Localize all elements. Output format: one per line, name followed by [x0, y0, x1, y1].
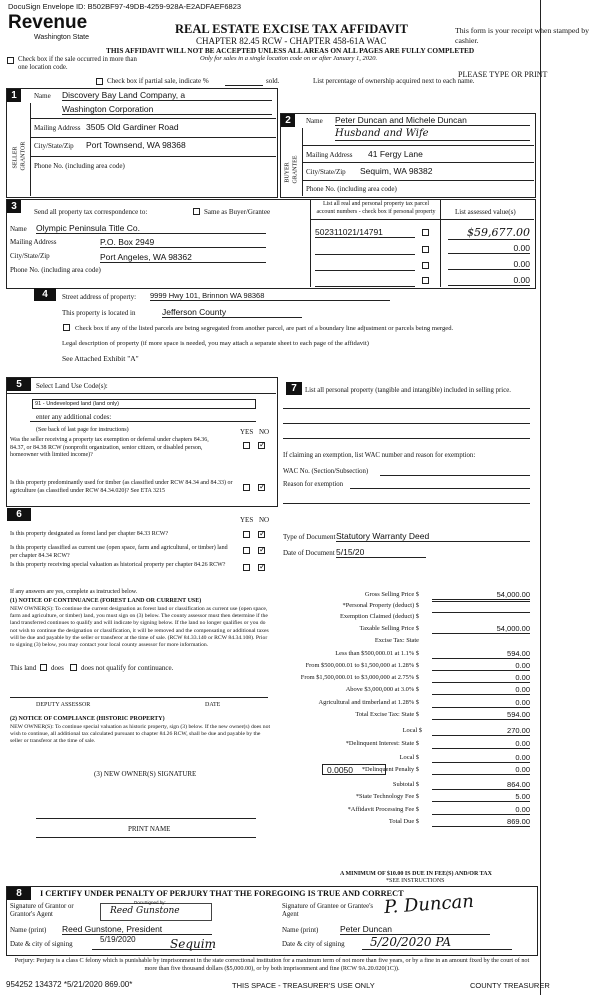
perjury-notice: Perjury: Perjury is a class C felony which is punishable by imprisonment in the state correctional institution for a maximum term of not more than five years, or by a fine in an amount fixed by the court of not more than five thousand dollars ($5,000.00), or by both imprisonment and fine (RCW 9A.20.020(1C)). — [14, 957, 530, 972]
land-use-select-label: Select Land Use Code(s): — [36, 382, 108, 390]
tax-row-label: Less than $500,000.01 at 1.1% $ — [335, 650, 419, 657]
page-fold-line — [540, 0, 541, 995]
street-label: Street address of property: — [62, 293, 137, 301]
grantor-city[interactable]: Sequim — [170, 937, 216, 951]
exhibit-note: See Attached Exhibit "A" — [62, 354, 139, 363]
assessed-value-1[interactable]: $59,677.00 — [448, 226, 530, 240]
tax-row-value[interactable]: 270.00 — [432, 726, 530, 736]
tax-row-label: Agricultural and timberland at 1.28% $ — [318, 699, 419, 706]
tax-row-value[interactable]: 0.00 — [432, 685, 530, 695]
land-use-no-label: NO — [259, 428, 270, 436]
tax-row-value[interactable] — [432, 612, 530, 613]
corr-name-label: Name — [10, 225, 27, 233]
grantee-date[interactable]: 5/20/2020 PA — [370, 935, 451, 949]
deputy-assessor-label: DEPUTY ASSESSOR — [36, 702, 91, 708]
forest-q2-yes-checkbox[interactable] — [243, 547, 250, 554]
envelope-id: DocuSign Envelope ID: B502BF97-49DB-4259-928A-E2ADFAEF6823 — [8, 2, 242, 11]
grantee-name-label: Name (print) — [282, 926, 319, 934]
tax-row-label: Excise Tax: State — [374, 637, 419, 644]
doc-date[interactable]: 5/15/20 — [336, 547, 426, 558]
located-label: This property is located in — [62, 309, 136, 317]
compliance-title: (2) NOTICE OF COMPLIANCE (HISTORIC PROPERTY) — [10, 716, 165, 722]
send-correspondence-label: Send all property tax correspondence to: — [34, 208, 148, 216]
seller-address[interactable]: 3505 Old Gardiner Road — [86, 122, 179, 132]
forest-q3: Is this property receiving special valuation as historical property per chapter 84.26 RCW? — [10, 562, 226, 568]
seller-name-line1[interactable]: Discovery Bay Land Company, a — [62, 90, 272, 101]
tax-row-label: Local $ — [402, 727, 422, 734]
grantor-signature[interactable]: Reed Gunstone — [110, 906, 180, 916]
corr-address[interactable]: P.O. Box 2949 — [100, 237, 266, 248]
continuance-title: (1) NOTICE OF CONTINUANCE (FOREST LAND OR CURRENT USE) — [10, 598, 202, 604]
tax-row-label: Above $3,000,000 at 3.0% $ — [345, 686, 419, 693]
buyer-city[interactable]: Sequim, WA 98382 — [360, 166, 433, 176]
forest-q1: Is this property designated as forest land per chapter 84.33 RCW? — [10, 531, 169, 537]
form-warning: THIS AFFIDAVIT WILL NOT BE ACCEPTED UNLESS ALL AREAS ON ALL PAGES ARE FULLY COMPLETED — [106, 46, 475, 55]
tax-row-label: Subtotal $ — [392, 781, 419, 788]
tax-row-value[interactable]: 594.00 — [432, 649, 530, 659]
local-rate-input[interactable]: 0.0050 — [322, 764, 386, 775]
tax-row-label: Total Excise Tax: State $ — [355, 711, 419, 718]
buyer-name-line2[interactable]: Husband and Wife — [335, 128, 530, 141]
assessed-value-4[interactable]: 0.00 — [448, 275, 530, 286]
tax-row-label: *Personal Property (deduct) $ — [342, 602, 419, 609]
corr-city-label: City/State/Zip — [10, 252, 50, 260]
doc-type-label: Type of Document — [283, 533, 336, 541]
partial-sale-label: Check box if partial sale, indicate % — [107, 77, 209, 85]
grantor-sig-label: Signature of Grantor or Grantor's Agent — [10, 903, 74, 918]
tax-row-label: From $500,000.01 to $1,500,000 at 1.28% $ — [305, 662, 419, 669]
buyer-address-label: Mailing Address — [306, 151, 353, 159]
forest-q3-yes-checkbox[interactable] — [243, 564, 250, 571]
tax-row-value[interactable]: 0.00 — [432, 739, 530, 749]
forest-q2: Is this property classified as current use (open space, farm and agricultural, or timber) land per chapter 84.34 RCW? — [10, 545, 228, 559]
tax-row-label: *Delinquent Interest: State $ — [345, 740, 419, 747]
tax-row-value[interactable]: 594.00 — [432, 710, 530, 720]
tax-row-value[interactable]: 54,000.00 — [432, 624, 530, 634]
section-8-badge: 8 — [7, 887, 31, 900]
certify-text: I CERTIFY UNDER PENALTY OF PERJURY THAT THE FOREGOING IS TRUE AND CORRECT — [40, 889, 404, 898]
forest-no-label: NO — [259, 516, 270, 524]
personal-property-checkbox-1[interactable] — [422, 229, 429, 236]
tax-row-label: Taxable Selling Price $ — [359, 625, 419, 632]
forest-q1-no-checkbox[interactable] — [258, 531, 265, 538]
q1-no-checkbox[interactable] — [258, 442, 265, 449]
forest-yes-label: YES — [240, 516, 254, 524]
partial-sale-line — [225, 85, 263, 86]
tax-row-label: Gross Selling Price $ — [364, 591, 419, 598]
sales-note: Only for sales in a single location code on or after January 1, 2020. — [200, 55, 378, 62]
segregated-checkbox[interactable] — [63, 324, 70, 331]
tax-row-value[interactable]: 0.00 — [432, 698, 530, 708]
grantee-name[interactable]: Peter Duncan — [340, 924, 490, 935]
if-yes-note: If any answers are yes, complete as instructed below. — [10, 589, 138, 595]
corr-phone-label: Phone No. (including area code) — [10, 266, 101, 274]
multi-location-label: Check box if the sale occurred in more than one location code. — [18, 56, 137, 71]
continuance-text: NEW OWNER(S): To continue the current designation as forest land or classification as current use (open space, farm and agriculture, or timber) land, you must sign on (3) below. The county assessor must then determine if the land transferred continues to qualify and will indicate by signing below. If the land no longer qualifies or you do not wish to continue the designation or classification, it will be removed and the compensating or additional taxes will be due and payable by the seller or transferor at the time of sale. (RCW 84.33.140 or RCW 84.34.108). Prior to signing (3) below, you may contact your local county assessor for more information. — [10, 606, 269, 649]
treasurer-use: THIS SPACE - TREASURER'S USE ONLY — [232, 981, 375, 990]
does-qualify-checkbox[interactable] — [40, 664, 47, 671]
same-as-buyer-checkbox[interactable] — [193, 208, 200, 215]
form-chapter: CHAPTER 82.45 RCW - CHAPTER 458-61A WAC — [196, 36, 387, 46]
forest-q2-no-checkbox[interactable] — [258, 547, 265, 554]
minimum-note: A MINIMUM OF $10.00 IS DUE IN FEE(S) AND/OR TAX — [340, 871, 492, 877]
doc-date-label: Date of Document — [283, 549, 335, 557]
sold-label: sold. — [266, 77, 280, 85]
grantee-sig-label: Signature of Grantee or Grantee's Agent — [282, 903, 374, 918]
grantor-name[interactable]: Reed Gunstone, President — [62, 924, 212, 935]
personal-property-label: List all personal property (tangible and intangible) included in selling price. — [305, 387, 511, 394]
personal-property-checkbox-3[interactable] — [422, 262, 429, 269]
section-7-badge: 7 — [286, 382, 302, 395]
section-2-badge: 2 — [281, 114, 295, 127]
type-or-print: PLEASE TYPE OR PRINT — [458, 70, 548, 79]
tax-row-value[interactable]: 0.00 — [432, 661, 530, 671]
does-label: does — [51, 664, 64, 672]
buyer-side-label: BUYER GRANTEE — [284, 155, 298, 184]
tax-row-label: *Delinquent Penalty $ — [361, 766, 419, 773]
personal-property-checkbox-4[interactable] — [422, 277, 429, 284]
land-use-code-select[interactable]: 91 - Undeveloped land (land only) — [32, 399, 256, 409]
same-as-buyer-label: Same as Buyer/Grantee — [204, 208, 271, 216]
reason-label: Reason for exemption — [283, 481, 344, 488]
owner-signature-label: (3) NEW OWNER(S) SIGNATURE — [94, 770, 197, 778]
grantor-date[interactable]: 5/19/2020 — [100, 935, 136, 944]
tax-row-value[interactable]: 869.00 — [432, 817, 530, 827]
agency-logo: Revenue — [8, 12, 88, 33]
section-1-badge: 1 — [7, 89, 21, 102]
legal-label: Legal description of property (if more space is needed, you may attach a separate sheet to each page of the affidavit) — [62, 340, 369, 347]
corr-name[interactable]: Olympic Peninsula Title Co. — [36, 223, 266, 234]
grantor-name-label: Name (print) — [10, 926, 47, 934]
assessed-value-2[interactable]: 0.00 — [448, 243, 530, 254]
buyer-city-label: City/State/Zip — [306, 168, 346, 176]
forest-q1-yes-checkbox[interactable] — [243, 531, 250, 538]
wac-label: WAC No. (Section/Subsection) — [283, 468, 369, 475]
additional-codes-label: enter any additional codes: — [36, 413, 112, 421]
parcel-number[interactable]: 502311021/14791 — [315, 227, 415, 238]
exemption-label: If claiming an exemption, list WAC number and reason for exemption: — [283, 452, 476, 459]
seller-city[interactable]: Port Townsend, WA 98368 — [86, 140, 186, 150]
seller-side-label: SELLER GRANTOR — [12, 141, 26, 171]
assessed-value-3[interactable]: 0.00 — [448, 259, 530, 270]
q2-no-checkbox[interactable] — [258, 484, 265, 491]
print-name-label: PRINT NAME — [128, 825, 171, 833]
land-use-q1: Was the seller receiving a property tax exemption or deferral under chapters 84.36, 84.37, or 84.38 RCW (nonprofit organization, senior citizen, or disabled person, homeowner with limited income)? — [10, 437, 209, 458]
section-5-badge: 5 — [7, 378, 31, 391]
forest-q3-no-checkbox[interactable] — [258, 564, 265, 571]
assessor-date-label: DATE — [205, 702, 221, 708]
tax-row-value[interactable]: 864.00 — [432, 780, 530, 790]
corr-address-label: Mailing Address — [10, 238, 57, 246]
partial-sale-checkbox[interactable] — [96, 78, 103, 85]
tax-row-value[interactable]: 54,000.00 — [432, 590, 530, 600]
tax-row-label: *Affidavit Processing Fee $ — [347, 806, 419, 813]
seller-address-label: Mailing Address — [34, 124, 81, 132]
tax-row-value[interactable] — [432, 601, 530, 602]
ownership-note: List percentage of ownership acquired next to each name. — [313, 77, 475, 85]
tax-row-value[interactable]: 0.00 — [432, 753, 530, 763]
county-treasurer: COUNTY TREASURER — [470, 981, 550, 990]
see-instructions-note: *SEE INSTRUCTIONS — [386, 878, 445, 884]
tax-row-value[interactable]: 0.00 — [432, 673, 530, 683]
compliance-text: NEW OWNER(S): To continue special valuation as historic property, sign (3) below. If the new owner(s) does not wish to continue, all additional tax calculated pursuant to chapter 84.26 RCW, shall be due and payable by the seller or transferor at the time of sale. — [10, 724, 271, 745]
section-6-badge: 6 — [7, 508, 31, 521]
doc-type[interactable]: Statutory Warranty Deed — [336, 531, 530, 542]
section-3-badge: 3 — [7, 200, 21, 213]
land-use-q2: Is this property predominantly used for timber (as classified under RCW 84.34 and 84.33) or agriculture (as classified under RCW 84.34.020)? See ETA 3215 — [10, 480, 233, 494]
seller-city-label: City/State/Zip — [34, 142, 74, 150]
land-use-yes-label: YES — [240, 428, 254, 436]
tax-row-value[interactable]: 0.00 — [432, 805, 530, 815]
tax-row-value[interactable]: 0.00 — [432, 765, 530, 775]
assessed-value-header: List assessed value(s) — [455, 208, 516, 216]
tax-row-label: From $1,500,000.01 to $3,000,000 at 2.75% $ — [300, 674, 419, 681]
receipt-stamp: 954252 134372 *5/21/2020 869.00* — [6, 980, 133, 989]
see-back-note: (See back of last page for instructions) — [36, 427, 129, 433]
buyer-name-line1[interactable]: Peter Duncan and Michele Duncan — [335, 115, 530, 126]
multi-location-checkbox[interactable] — [7, 57, 14, 64]
corr-city[interactable]: Port Angeles, WA 98362 — [100, 252, 266, 263]
grantee-signature[interactable]: P. Duncan — [383, 890, 475, 919]
buyer-address[interactable]: 41 Fergy Lane — [368, 149, 423, 159]
tax-row-label: Local $ — [399, 754, 419, 761]
q2-yes-checkbox[interactable] — [243, 484, 250, 491]
segregated-label: Check box if any of the listed parcels are being segregated from another parcel, are part of a boundary line adjustment or parcels being merged. — [75, 325, 454, 332]
tax-row-value[interactable]: 5.00 — [432, 792, 530, 802]
agency-sub: Washington State — [34, 34, 89, 41]
seller-name-label: Name — [34, 92, 51, 100]
buyer-phone-label: Phone No. (including area code) — [306, 185, 397, 193]
does-not-label: does not qualify for continuance. — [81, 664, 174, 672]
parcel-header: List all real and personal property tax parcel account numbers - check box if personal property — [316, 201, 436, 215]
this-land-label: This land — [10, 664, 37, 672]
seller-name-line2[interactable]: Washington Corporation — [62, 104, 272, 115]
docusigned-label: DocuSigned by: — [134, 900, 166, 905]
buyer-name-label: Name — [306, 117, 323, 125]
does-not-qualify-checkbox[interactable] — [70, 664, 77, 671]
grantee-date-label: Date & city of signing — [282, 940, 345, 948]
street-address[interactable]: 9999 Hwy 101, Brinnon WA 98368 — [150, 291, 390, 301]
grantor-date-label: Date & city of signing — [10, 940, 73, 948]
q1-yes-checkbox[interactable] — [243, 442, 250, 449]
seller-phone-label: Phone No. (including area code) — [34, 162, 125, 170]
personal-property-checkbox-2[interactable] — [422, 246, 429, 253]
section-4-badge: 4 — [34, 288, 56, 301]
county[interactable]: Jefferson County — [162, 307, 302, 318]
receipt-note: This form is your receipt when stamped by cashier. — [455, 26, 590, 45]
tax-row-label: Total Due $ — [388, 818, 419, 825]
form-title: REAL ESTATE EXCISE TAX AFFIDAVIT — [175, 22, 408, 36]
tax-row-label: Exemption Claimed (deduct) $ — [340, 613, 419, 620]
tax-row-label: *State Technology Fee $ — [355, 793, 419, 800]
